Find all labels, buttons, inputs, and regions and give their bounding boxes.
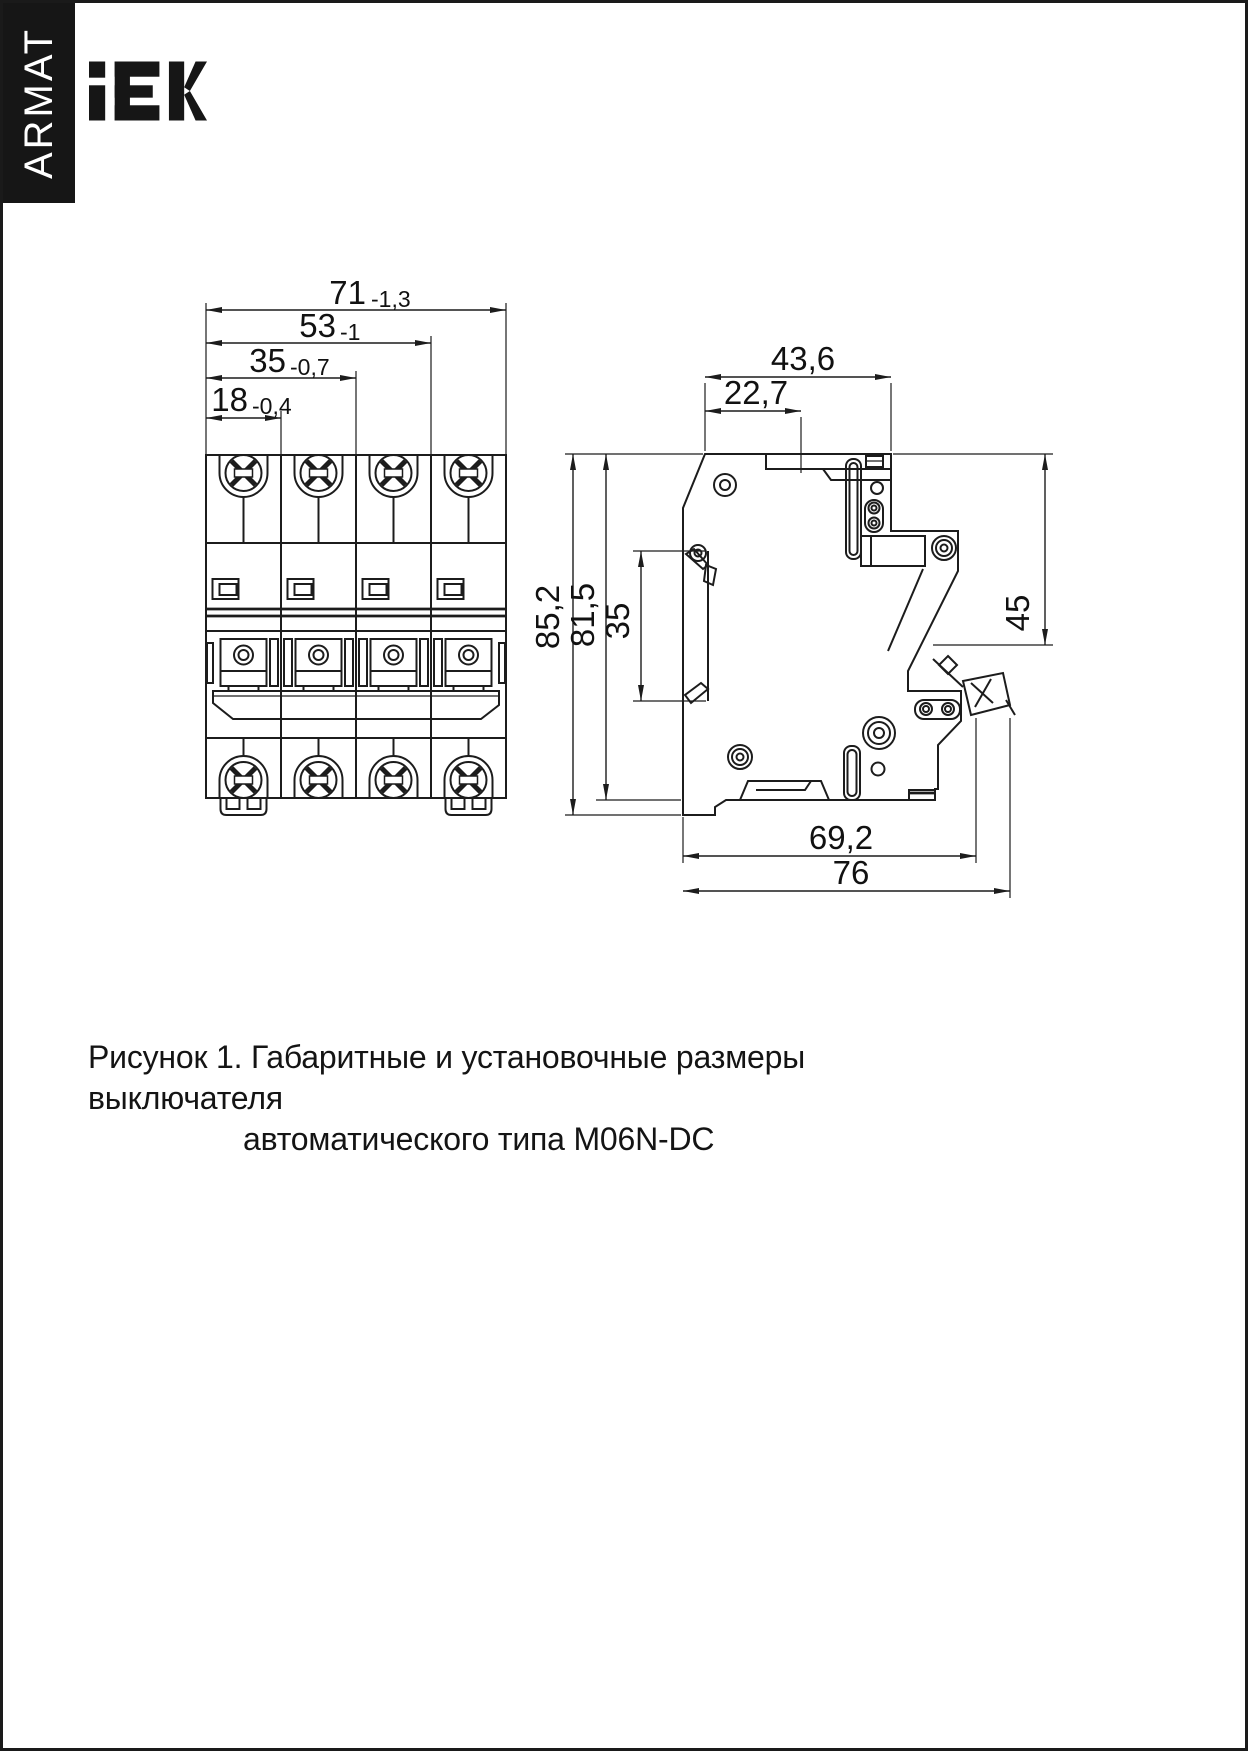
front-view-drawing xyxy=(206,274,506,815)
figure-caption-line2: автоматического типа M06N-DC xyxy=(243,1121,715,1157)
front-dim-35-tol: -0,7 xyxy=(290,354,330,380)
iek-logo-i-stem xyxy=(89,85,105,120)
side-dim-depth-front: 22,7 xyxy=(723,374,789,411)
armat-label: ARMAT xyxy=(17,26,61,180)
front-dim-53: 53 xyxy=(299,307,336,344)
armat-banner xyxy=(3,3,75,203)
side-view-drawing xyxy=(529,340,1053,898)
figure-caption-line1: Рисунок 1. Габаритные и установочные размеры выключателя xyxy=(88,1039,805,1116)
figure-caption xyxy=(88,1037,918,1160)
front-dim-pole-width: 18 xyxy=(211,381,248,418)
front-dim-width-total-tol: -1,3 xyxy=(371,286,411,312)
side-dim-45: 45 xyxy=(999,594,1036,632)
iek-logo xyxy=(89,60,207,122)
iek-logo-k xyxy=(169,62,207,121)
front-dim-35: 35 xyxy=(249,342,286,379)
front-dim-width-total: 71 xyxy=(329,274,366,311)
side-dim-recess: 35 xyxy=(599,602,636,640)
front-dim-53-tol: -1 xyxy=(340,319,361,345)
technical-drawing xyxy=(3,233,1248,923)
side-dim-height-body: 81,5 xyxy=(564,582,601,648)
iek-logo-e xyxy=(115,62,160,121)
side-dim-bottom-76: 76 xyxy=(832,854,870,891)
side-dim-height-total: 85,2 xyxy=(529,584,566,650)
front-dim-pole-width-tol: -0,4 xyxy=(252,393,292,419)
iek-logo-i-dot xyxy=(89,62,105,78)
side-dim-depth-total: 43,6 xyxy=(770,340,836,377)
side-dim-bottom-69: 69,2 xyxy=(808,819,874,856)
